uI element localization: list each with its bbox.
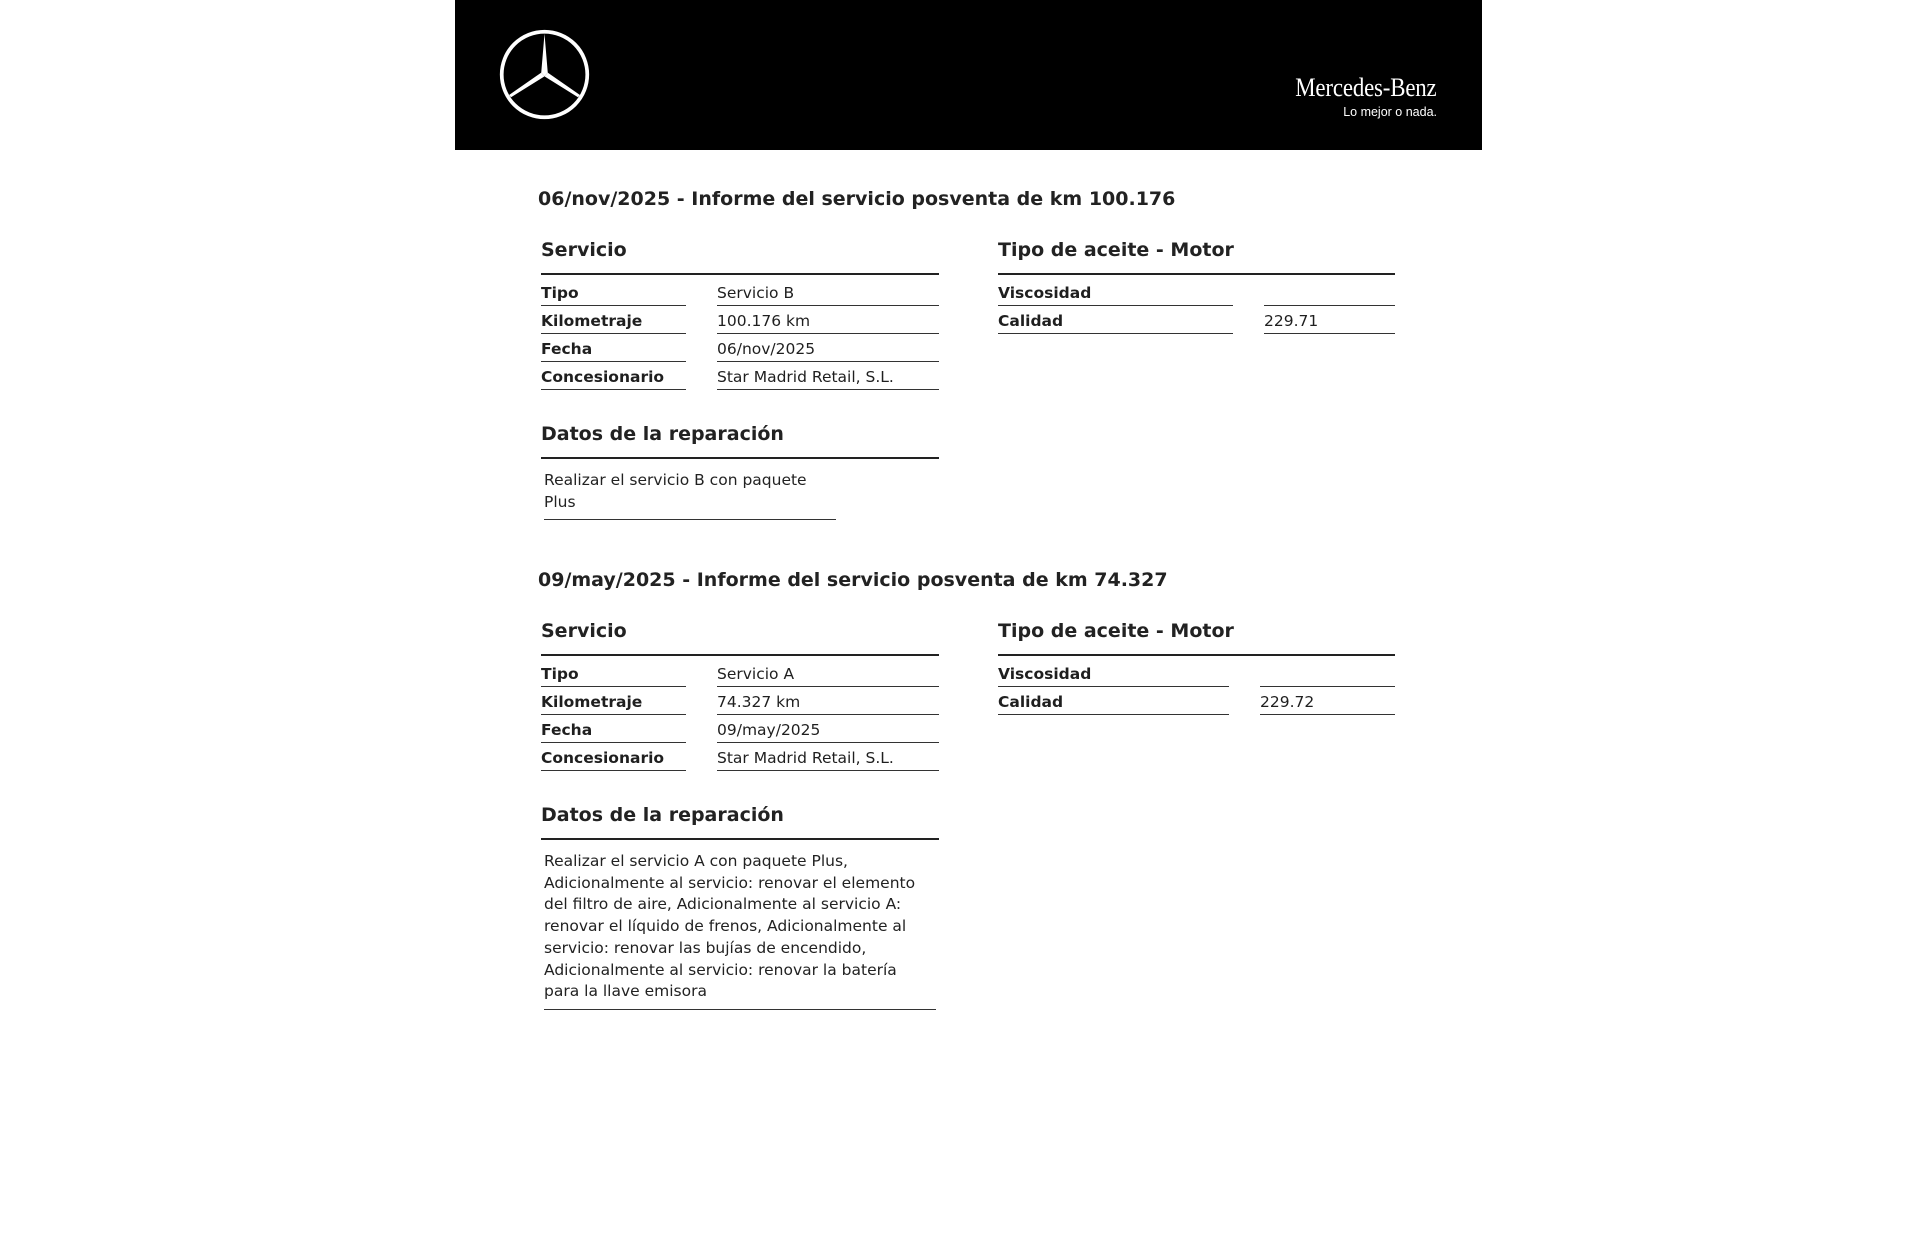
service-label-concesionario: Concesionario — [541, 363, 686, 390]
oil-value-viscosidad — [1264, 279, 1395, 306]
report-title: 09/may/2025 - Informe del servicio posventa de km 74.327 — [538, 569, 1168, 591]
service-label-kilometraje: Kilometraje — [541, 307, 686, 334]
service-value-kilometraje: 74.327 km — [717, 688, 939, 715]
service-label-tipo: Tipo — [541, 279, 686, 306]
service-heading: Servicio — [541, 239, 939, 275]
brand-name: Mercedes-Benz — [1295, 73, 1437, 102]
service-value-tipo: Servicio A — [717, 660, 939, 687]
header-banner — [455, 0, 1482, 150]
service-value-concesionario: Star Madrid Retail, S.L. — [717, 363, 939, 390]
repair-heading: Datos de la reparación — [541, 423, 939, 459]
oil-value-calidad: 229.72 — [1260, 688, 1395, 715]
oil-label-viscosidad: Viscosidad — [998, 660, 1229, 687]
oil-label-calidad: Calidad — [998, 688, 1229, 715]
report-title: 06/nov/2025 - Informe del servicio posventa de km 100.176 — [538, 188, 1176, 210]
oil-label-viscosidad: Viscosidad — [998, 279, 1233, 306]
mercedes-star-icon — [498, 28, 591, 121]
service-heading: Servicio — [541, 620, 939, 656]
service-label-fecha: Fecha — [541, 716, 686, 743]
service-value-tipo: Servicio B — [717, 279, 939, 306]
repair-details: Realizar el servicio B con paquete Plus — [544, 470, 836, 520]
service-label-concesionario: Concesionario — [541, 744, 686, 771]
repair-details: Realizar el servicio A con paquete Plus, Adicionalmente al servicio: renovar el elemento del filtro de aire, Adicionalmente al servicio A: renovar el líquido de frenos, Adicionalmente al servicio: renovar las bujías de encendido, Adicionalmente al servicio: renovar la batería para la llave emisora — [544, 851, 936, 1010]
oil-heading: Tipo de aceite - Motor — [998, 620, 1395, 656]
oil-heading: Tipo de aceite - Motor — [998, 239, 1395, 275]
document-page — [455, 0, 1482, 1260]
service-value-concesionario: Star Madrid Retail, S.L. — [717, 744, 939, 771]
oil-value-viscosidad — [1260, 660, 1395, 687]
service-label-fecha: Fecha — [541, 335, 686, 362]
service-value-fecha: 06/nov/2025 — [717, 335, 939, 362]
oil-label-calidad: Calidad — [998, 307, 1233, 334]
service-value-kilometraje: 100.176 km — [717, 307, 939, 334]
service-value-fecha: 09/may/2025 — [717, 716, 939, 743]
repair-heading: Datos de la reparación — [541, 804, 939, 840]
brand-block — [1276, 74, 1437, 120]
oil-value-calidad: 229.71 — [1264, 307, 1395, 334]
service-label-kilometraje: Kilometraje — [541, 688, 686, 715]
brand-slogan: Lo mejor o nada. — [1343, 105, 1437, 119]
service-label-tipo: Tipo — [541, 660, 686, 687]
